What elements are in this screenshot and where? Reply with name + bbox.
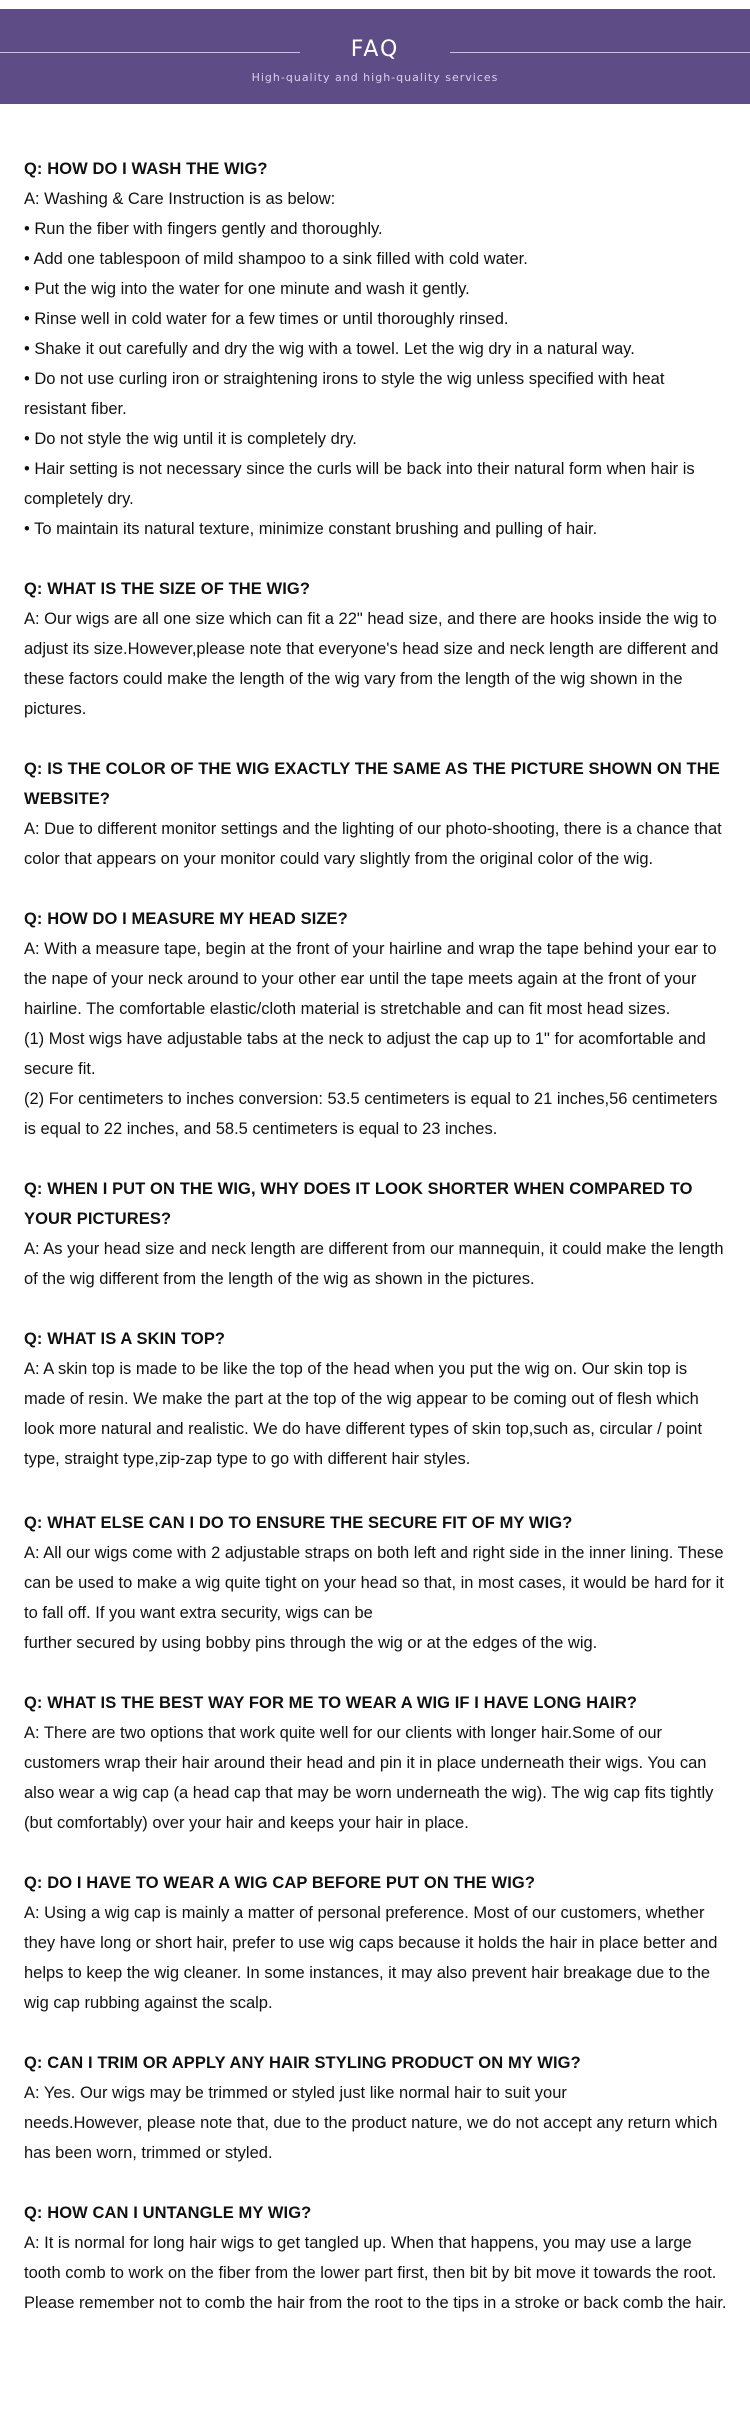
answer-line: A: With a measure tape, begin at the front of your hairline and wrap the tape behind your ear to the nape of your neck around to your other ear until the tape meets again at the front of your hairline. The comfortable elastic/cloth material is stretchable and can fit most head sizes. <box>24 940 717 1018</box>
answer-line: A: As your head size and neck length are different from our mannequin, it could make the length of the wig different from the length of the wig as shown in the pictures. <box>24 1240 724 1288</box>
answer-line: needs.However, please note that, due to the product nature, we do not accept any return which has been worn, trimmed or styled. <box>24 2114 718 2162</box>
answer-line: • Shake it out carefully and dry the wig with a towel. Let the wig dry in a natural way. <box>24 340 635 358</box>
answer-line: (1) Most wigs have adjustable tabs at the neck to adjust the cap up to 1" for acomfortable and secure fit. <box>24 1030 706 1078</box>
faq-answer <box>24 2078 728 2168</box>
faq-item-shorter <box>24 1174 728 1294</box>
answer-line: • Add one tablespoon of mild shampoo to a sink filled with cold water. <box>24 250 528 268</box>
faq-answer <box>24 1354 728 1474</box>
answer-line: • Do not style the wig until it is completely dry. <box>24 430 357 448</box>
faq-item-color <box>24 754 728 874</box>
page-title: FAQ <box>350 37 400 62</box>
faq-item-trim <box>24 2048 728 2168</box>
answer-line: • Put the wig into the water for one minute and wash it gently. <box>24 280 470 298</box>
faq-question: Q: WHEN I PUT ON THE WIG, WHY DOES IT LOOK SHORTER WHEN COMPARED TO YOUR PICTURES? <box>24 1180 693 1228</box>
faq-question: Q: WHAT IS THE SIZE OF THE WIG? <box>24 580 311 598</box>
answer-line: A: It is normal for long hair wigs to get tangled up. When that happens, you may use a large tooth comb to work on the fiber from the lower part first, then bit by bit move it towards the root. Please remember not to comb the hair from the root to the tips in a stroke or back comb the hair. <box>24 2234 727 2312</box>
answer-line: • To maintain its natural texture, minimize constant brushing and pulling of hair. <box>24 520 598 538</box>
faq-answer <box>24 1234 728 1294</box>
faq-question: Q: WHAT IS A SKIN TOP? <box>24 1330 226 1348</box>
faq-question: Q: WHAT IS THE BEST WAY FOR ME TO WEAR A WIG IF I HAVE LONG HAIR? <box>24 1694 638 1712</box>
faq-question: Q: CAN I TRIM OR APPLY ANY HAIR STYLING PRODUCT ON MY WIG? <box>24 2054 581 2072</box>
answer-line: • Hair setting is not necessary since the curls will be back into their natural form when hair is completely dry. <box>24 460 695 508</box>
answer-line: A: Yes. Our wigs may be trimmed or styled just like normal hair to suit your <box>24 2084 567 2102</box>
answer-line: A: All our wigs come with 2 adjustable straps on both left and right side in the inner lining. These can be used to make a wig quite tight on your head so that, in most cases, it would be hard for it to fall off. If you want extra security, wigs can be <box>24 1544 724 1622</box>
answer-line: further secured by using bobby pins through the wig or at the edges of the wig. <box>24 1634 598 1652</box>
faq-answer <box>24 1718 728 1838</box>
faq-item-wig-cap <box>24 1868 728 2018</box>
faq-answer <box>24 814 728 874</box>
faq-item-skin-top <box>24 1324 728 1474</box>
faq-question: Q: HOW CAN I UNTANGLE MY WIG? <box>24 2204 312 2222</box>
faq-answer <box>24 184 728 544</box>
faq-answer <box>24 2228 728 2318</box>
answer-line: • Do not use curling iron or straightening irons to style the wig unless specified with heat resistant fiber. <box>24 370 665 418</box>
faq-item-untangle <box>24 2198 728 2318</box>
faq-question: Q: IS THE COLOR OF THE WIG EXACTLY THE SAME AS THE PICTURE SHOWN ON THE WEBSITE? <box>24 760 720 808</box>
faq-question: Q: DO I HAVE TO WEAR A WIG CAP BEFORE PUT ON THE WIG? <box>24 1874 535 1892</box>
answer-line: A: Washing & Care Instruction is as below: <box>24 190 336 208</box>
answer-line: (2) For centimeters to inches conversion: 53.5 centimeters is equal to 21 inches,56 centimeters is equal to 22 inches, and 58.5 centimeters is equal to 23 inches. <box>24 1090 718 1138</box>
answer-line: A: Our wigs are all one size which can fit a 22" head size, and there are hooks inside the wig to adjust its size.However,please note that everyone's head size and neck length are different and these factors could make the length of the wig vary from the length of the wig shown in the pictures. <box>24 610 719 718</box>
faq-question: Q: HOW DO I WASH THE WIG? <box>24 160 268 178</box>
faq-question: Q: WHAT ELSE CAN I DO TO ENSURE THE SECURE FIT OF MY WIG? <box>24 1514 573 1532</box>
faq-header <box>0 9 750 104</box>
answer-line: • Run the fiber with fingers gently and thoroughly. <box>24 220 383 238</box>
faq-item-secure-fit <box>24 1508 728 1658</box>
faq-item-long-hair <box>24 1688 728 1838</box>
faq-list <box>0 104 750 2318</box>
answer-line: A: A skin top is made to be like the top of the head when you put the wig on. Our skin top is made of resin. We make the part at the top of the wig appear to be coming out of flesh which look more natural and realistic. We do have different types of skin top,such as, circular / point type, straight type,zip-zap type to go with different hair styles. <box>24 1360 703 1468</box>
faq-item-wash <box>24 154 728 544</box>
answer-line: A: Due to different monitor settings and the lighting of our photo-shooting, there is a chance that color that appears on your monitor could vary slightly from the original color of the wig. <box>24 820 722 868</box>
faq-item-measure <box>24 904 728 1144</box>
faq-answer <box>24 1898 728 2018</box>
answer-line: A: There are two options that work quite well for our clients with longer hair.Some of our customers wrap their hair around their head and pin it in place underneath their wigs. You can also wear a wig cap (a head cap that may be worn underneath the wig). The wig cap fits tightly (but comfortably) over your hair and keeps your hair in place. <box>24 1724 714 1832</box>
answer-line: • Rinse well in cold water for a few times or until thoroughly rinsed. <box>24 310 509 328</box>
faq-answer <box>24 1538 728 1658</box>
answer-line: A: Using a wig cap is mainly a matter of personal preference. Most of our customers, whether they have long or short hair, prefer to use wig caps because it holds the hair in place better and helps to keep the wig cleaner. In some instances, it may also prevent hair breakage due to the wig cap rubbing against the scalp. <box>24 1904 718 2012</box>
faq-answer <box>24 934 728 1144</box>
faq-item-size <box>24 574 728 724</box>
top-spacer <box>0 0 750 9</box>
faq-question: Q: HOW DO I MEASURE MY HEAD SIZE? <box>24 910 348 928</box>
faq-answer <box>24 604 728 724</box>
page-subtitle: High-quality and high-quality services <box>251 71 499 84</box>
